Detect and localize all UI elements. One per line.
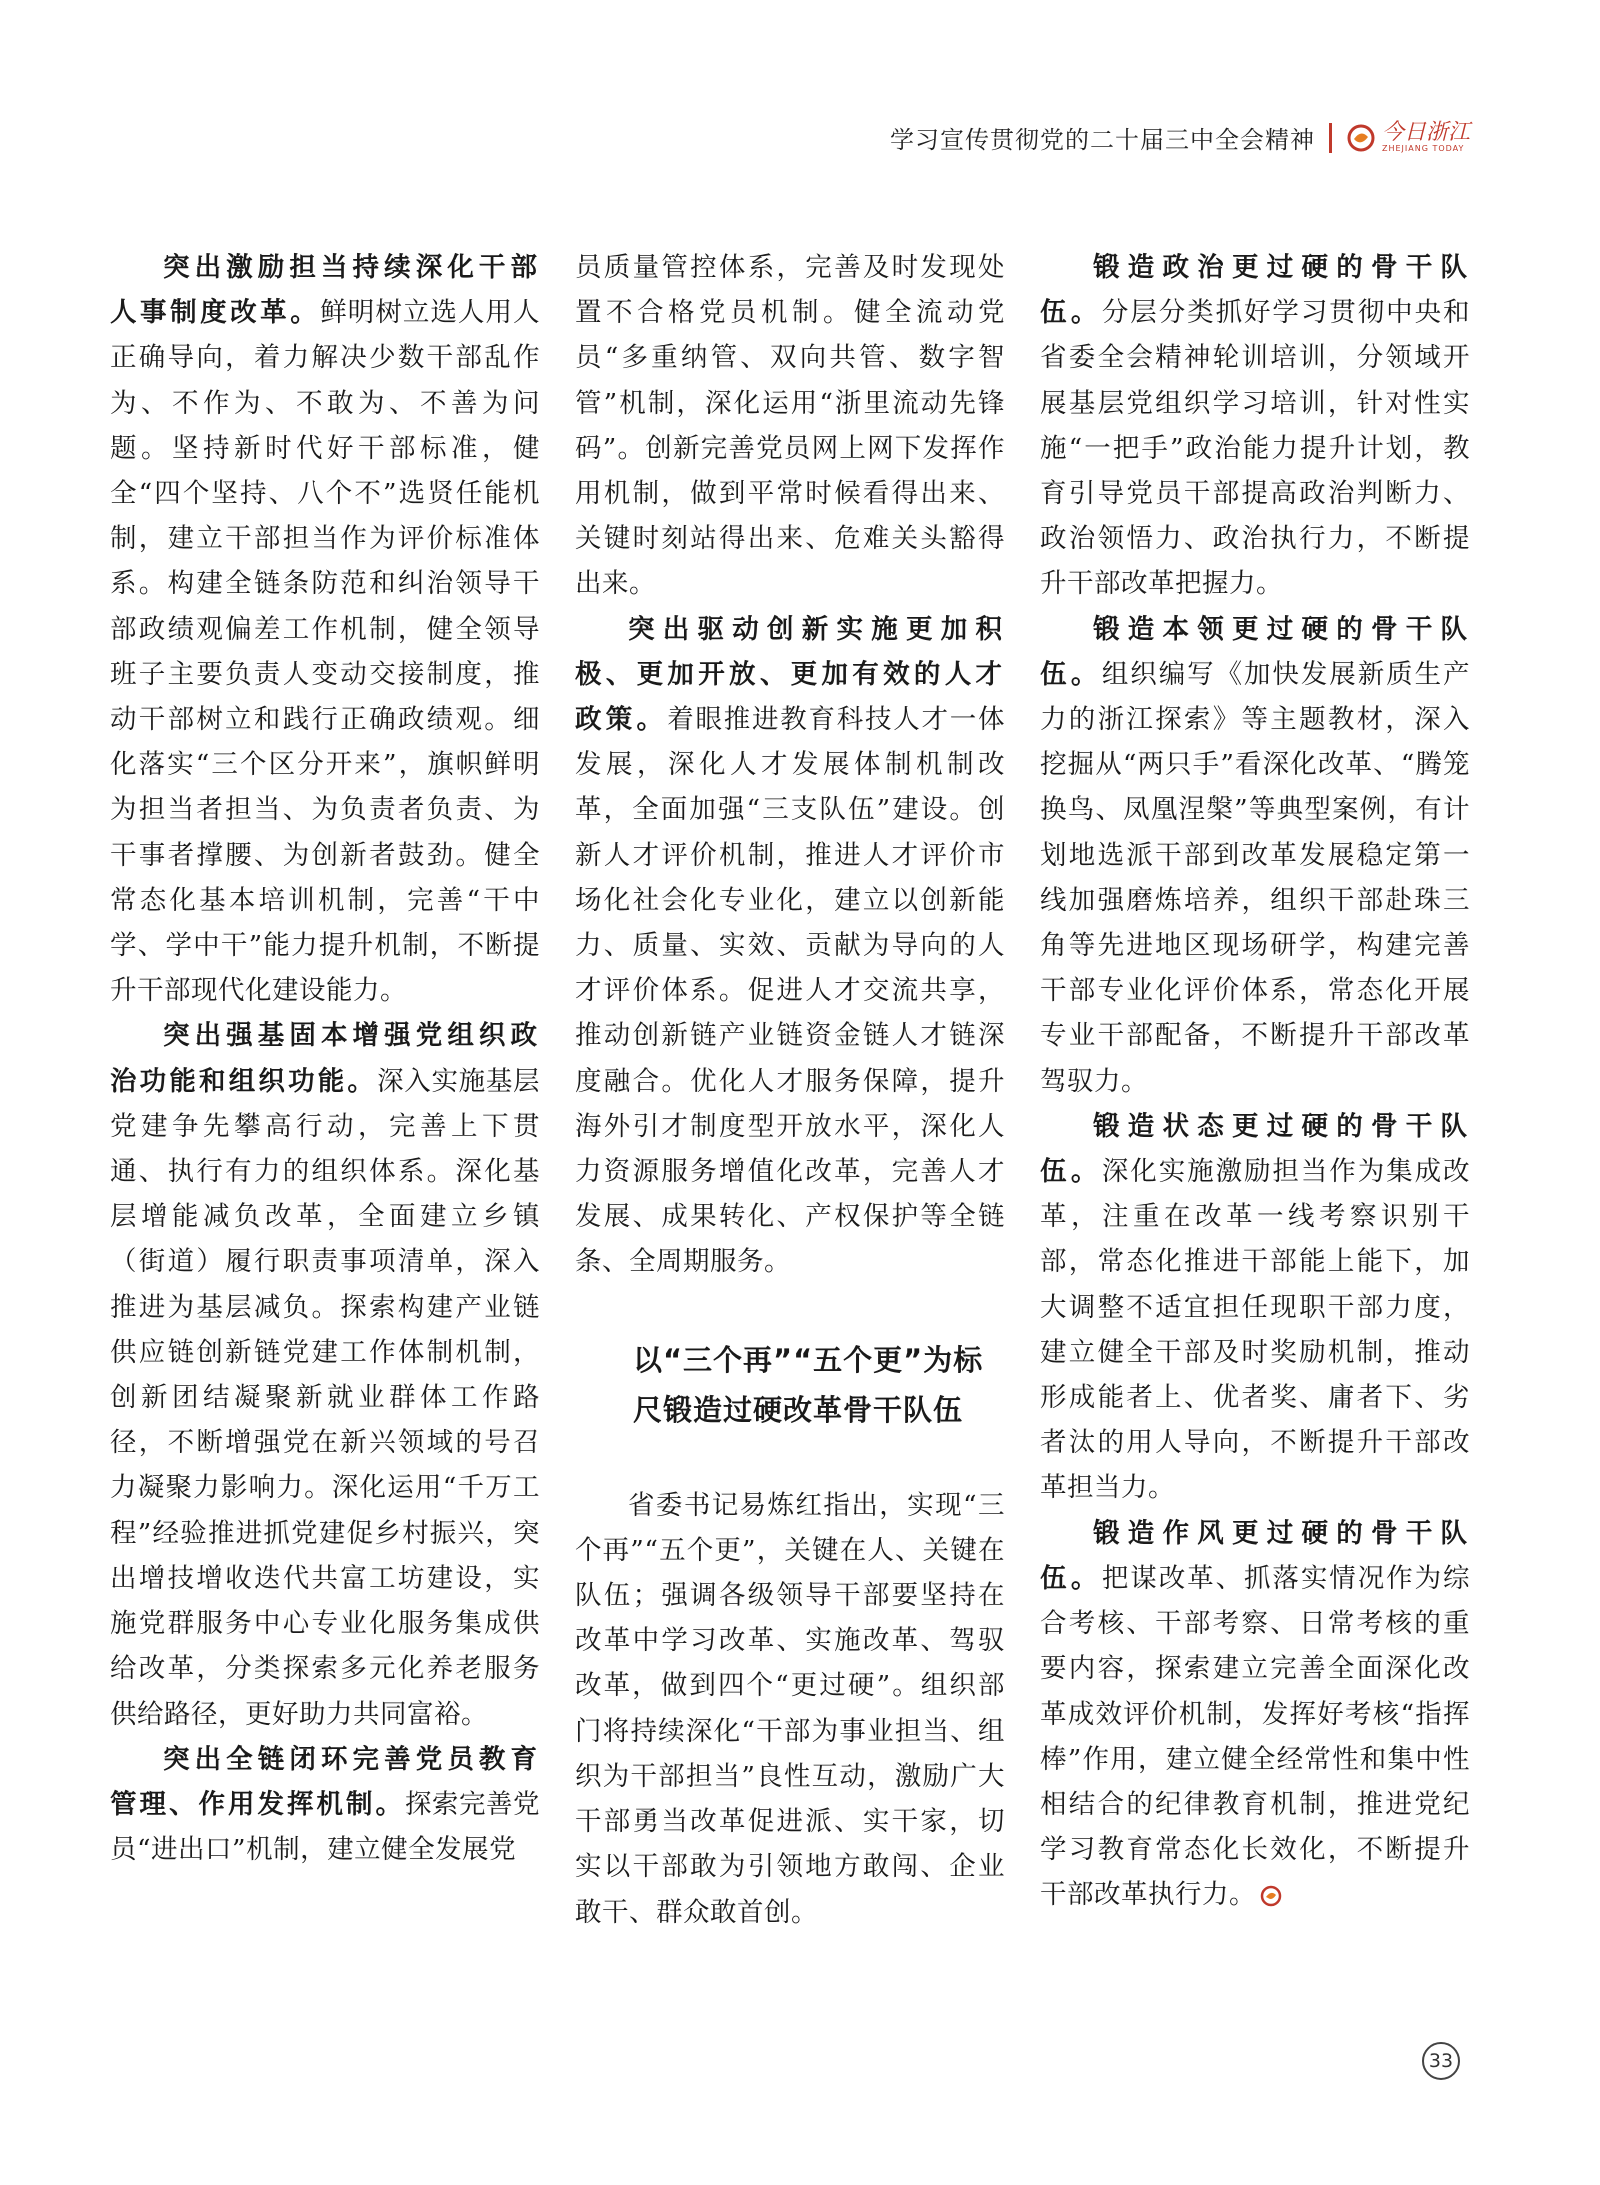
paragraph	[575, 245, 1005, 607]
column-1	[110, 245, 540, 1872]
paragraph-lead: 突出激励担当持续深化干部人事制度改革。	[110, 252, 540, 329]
paragraph-body: 探索完善党员“进出口”机制，建立健全发展党	[110, 1788, 540, 1866]
paragraph-lead: 突出全链闭环完善党员教育管理、作用发挥机制。	[110, 1743, 540, 1820]
article-body	[110, 245, 1490, 2005]
paragraph-body: 组织编写《加快发展新质生产力的浙江探索》等主题教材，深入挖掘从“两只手”看深化改革、“腾笼换鸟、凤凰涅槃”等典型案例，有计划地选派干部到改革发展稳定第一线加强磨炼培养，组织干部赴珠三角等先进地区现场研学，构建完善干部专业化评价体系，常态化开展专业干部配备，不断提升干部改革驾驭力。	[1040, 658, 1471, 1097]
paragraph	[1040, 1511, 1470, 1918]
paragraph-lead: 锻造本领更过硬的骨干队伍。	[1040, 613, 1470, 690]
page-header	[890, 120, 1470, 155]
paragraph-lead: 锻造政治更过硬的骨干队伍。	[1040, 252, 1470, 329]
paragraph	[575, 607, 1005, 1285]
paragraph-body: 着眼推进教育科技人才一体发展，深化人才发展体制机制改革，全面加强“三支队伍”建设。创新人才评价机制，推进人才评价市场化社会化专业化，建立以创新能力、质量、实效、贡献为导向的人才评价体系。促进人才交流共享，推动创新链产业链资金链人才链深度融合。优化人才服务保障，提升海外引才制度型开放水平，深化人力资源服务增值化改革，完善人才发展、成果转化、产权保护等全链条、全周期服务。	[575, 704, 1005, 1278]
paragraph-body: 员质量管控体系，完善及时发现处置不合格党员机制。健全流动党员“多重纳管、双向共管、数字智管”机制，深化运用“浙里流动先锋码”。创新完善党员网上网下发挥作用机制，做到平常时候看得出来、关键时刻站得出来、危难关头豁得出来。	[575, 252, 1005, 600]
paragraph	[110, 1013, 540, 1736]
paragraph	[575, 1483, 1005, 1935]
paragraph-lead: 突出驱动创新实施更加积极、更加开放、更加有效的人才政策。	[575, 613, 1005, 736]
logo-swirl-icon	[1346, 123, 1376, 153]
section-heading: 以“三个再”“五个更”为标尺锻造过硬改革骨干队伍	[633, 1342, 984, 1427]
paragraph-body: 把谋改革、抓落实情况作为综合考核、干部考察、日常考核的重要内容，探索建立完善全面深化改革成效评价机制，发挥好考核“指挥棒”作用，建立健全经常性和集中性相结合的纪律教育机制，推进党纪学习教育常态化长效化，不断提升干部改革执行力。	[1040, 1562, 1471, 1911]
paragraph-body: 深入实施基层党建争先攀高行动，完善上下贯通、执行有力的组织体系。深化基层增能减负改革，全面建立乡镇（街道）履行职责事项清单，深入推进为基层减负。探索构建产业链供应链创新链党建工作体制机制，创新团结凝聚新就业群体工作路径，不断增强党在新兴领域的号召力凝聚力影响力。深化运用“千万工程”经验推进抓党建促乡村振兴，突出增技增收迭代共富工坊建设，实施党群服务中心专业化服务集成供给改革，分类探索多元化养老服务供给路径，更好助力共同富裕。	[110, 1065, 541, 1730]
paragraph-body: 省委书记易炼红指出，实现“三个再”“五个更”，关键在人、关键在队伍；强调各级领导干部要坚持在改革中学习改革、实施改革、驾驭改革，做到四个“更过硬”。组织部门将持续深化“干部为事业担当、组织为干部担当”良性互动，激励广大干部勇当改革促进派、实干家，切实以干部敢为引领地方敢闯、企业敢干、群众敢首创。	[575, 1489, 1005, 1928]
page-number: 33	[1422, 2042, 1460, 2080]
end-mark-icon	[1260, 1885, 1282, 1907]
paragraph-lead: 锻造状态更过硬的骨干队伍。	[1040, 1110, 1470, 1188]
header-title: 学习宣传贯彻党的二十届三中全会精神	[889, 126, 1315, 154]
column-2	[575, 245, 1005, 1935]
column-3	[1040, 245, 1470, 1918]
zhejiang-today-logo	[1346, 122, 1470, 153]
paragraph-body: 鲜明树立选人用人正确导向，着力解决少数干部乱作为、不作为、不敢为、不善为问题。坚持新时代好干部标准，健全“四个坚持、八个不”选贤任能机制，建立干部担当作为评价标准体系。构建全链条防范和纠治领导干部政绩观偏差工作机制，健全领导班子主要负责人变动交接制度，推动干部树立和践行正确政绩观。细化落实“三个区分开来”，旗帜鲜明为担当者担当、为负责者负责、为干事者撑腰、为创新者鼓劲。健全常态化基本培训机制，完善“干中学、学中干”能力提升机制，不断提升干部现代化建设能力。	[110, 297, 540, 1007]
paragraph	[1040, 245, 1470, 607]
paragraph	[1040, 607, 1470, 1104]
logo-text-cn: 今日浙江	[1381, 120, 1470, 145]
paragraph-lead: 锻造作风更过硬的骨干队伍。	[1040, 1517, 1470, 1594]
paragraph-body: 深化实施激励担当作为集成改革，注重在改革一线考察识别干部，常态化推进干部能上能下，加大调整不适宜担任现职干部力度，建立健全干部及时奖励机制，推动形成能者上、优者奖、庸者下、劣者汰的用人导向，不断提升干部改革担当力。	[1040, 1156, 1471, 1504]
paragraph-body: 分层分类抓好学习贯彻中央和省委全会精神轮训培训，分领域开展基层党组织学习培训，针对性实施“一把手”政治能力提升计划，教育引导党员干部提高政治判断力、政治领悟力、政治执行力，不断提升干部改革把握力。	[1040, 297, 1471, 600]
paragraph-lead: 突出强基固本增强党组织政治功能和组织功能。	[110, 1020, 540, 1097]
paragraph	[110, 245, 540, 1013]
header-separator	[1329, 123, 1332, 153]
logo-text-en: ZHEJIANG TODAY	[1381, 144, 1465, 153]
paragraph	[1040, 1104, 1470, 1511]
paragraph	[110, 1737, 540, 1873]
